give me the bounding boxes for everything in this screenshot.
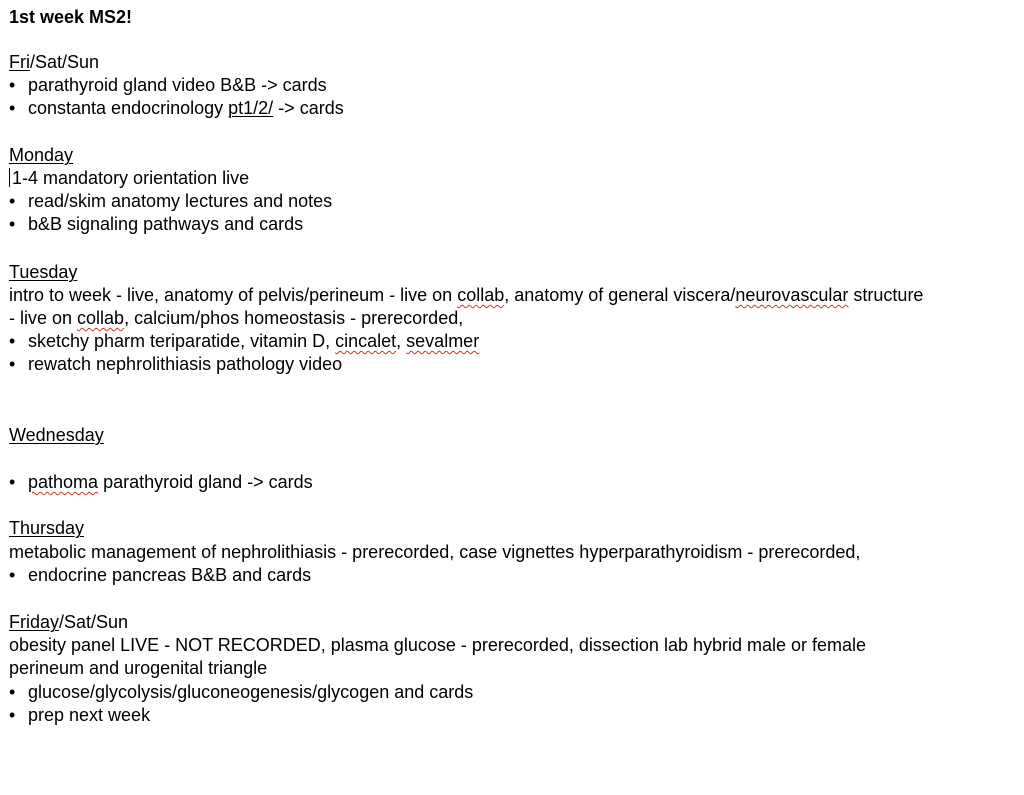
paragraph: - live on collab, calcium/phos homeostasis - prerecorded, [9,308,464,328]
misspelled-word: cincalet [335,331,397,351]
text-cursor [9,168,10,187]
misspelled-word: sevalmer [406,331,480,351]
section-heading-friday-sat-sun: Friday/Sat/Sun [9,612,129,632]
bullet-icon: • [9,565,16,585]
bullet-icon: • [9,75,16,95]
bullet-icon: • [9,331,16,351]
paragraph: obesity panel LIVE - NOT RECORDED, plasma glucose - prerecorded, dissection lab hybrid male or female [9,635,867,655]
section-heading-tuesday: Tuesday [9,262,78,282]
document-title: 1st week MS2! [9,7,133,27]
list-item: • rewatch nephrolithiasis pathology video [9,354,343,374]
bullet-icon: • [9,98,16,118]
list-item: • sketchy pharm teriparatide, vitamin D, cincalet, sevalmer [9,331,480,351]
paragraph[interactable]: 1-4 mandatory orientation live [9,167,249,189]
list-item: • glucose/glycolysis/gluconeogenesis/glycogen and cards [9,682,474,702]
bullet-icon: • [9,682,16,702]
section-heading-monday: Monday [9,145,74,165]
list-item: • b&B signaling pathways and cards [9,214,304,234]
list-item: • read/skim anatomy lectures and notes [9,191,333,211]
list-item: • constanta endocrinology pt1/2/ -> cards [9,98,344,118]
paragraph: metabolic management of nephrolithiasis - prerecorded, case vignettes hyperparathyroidism - prerecorded, [9,542,861,562]
list-item: • pathoma parathyroid gland -> cards [9,472,313,492]
bullet-icon: • [9,472,16,492]
list-item: • prep next week [9,705,151,725]
paragraph: perineum and urogenital triangle [9,658,268,678]
paragraph: intro to week - live, anatomy of pelvis/perineum - live on collab, anatomy of general viscera/neurovascular structure [9,285,924,305]
list-item: • endocrine pancreas B&B and cards [9,565,312,585]
misspelled-word: collab [77,308,125,328]
section-heading-wednesday: Wednesday [9,425,104,445]
misspelled-word: collab [457,285,505,305]
bullet-icon: • [9,214,16,234]
section-heading-fri-sat-sun: Fri/Sat/Sun [9,52,100,72]
bullet-icon: • [9,191,16,211]
misspelled-word: pathoma [28,472,99,492]
misspelled-word: neurovascular [735,285,849,305]
bullet-icon: • [9,354,16,374]
bullet-icon: • [9,705,16,725]
list-item: • parathyroid gland video B&B -> cards [9,75,327,95]
section-heading-thursday: Thursday [9,518,85,538]
